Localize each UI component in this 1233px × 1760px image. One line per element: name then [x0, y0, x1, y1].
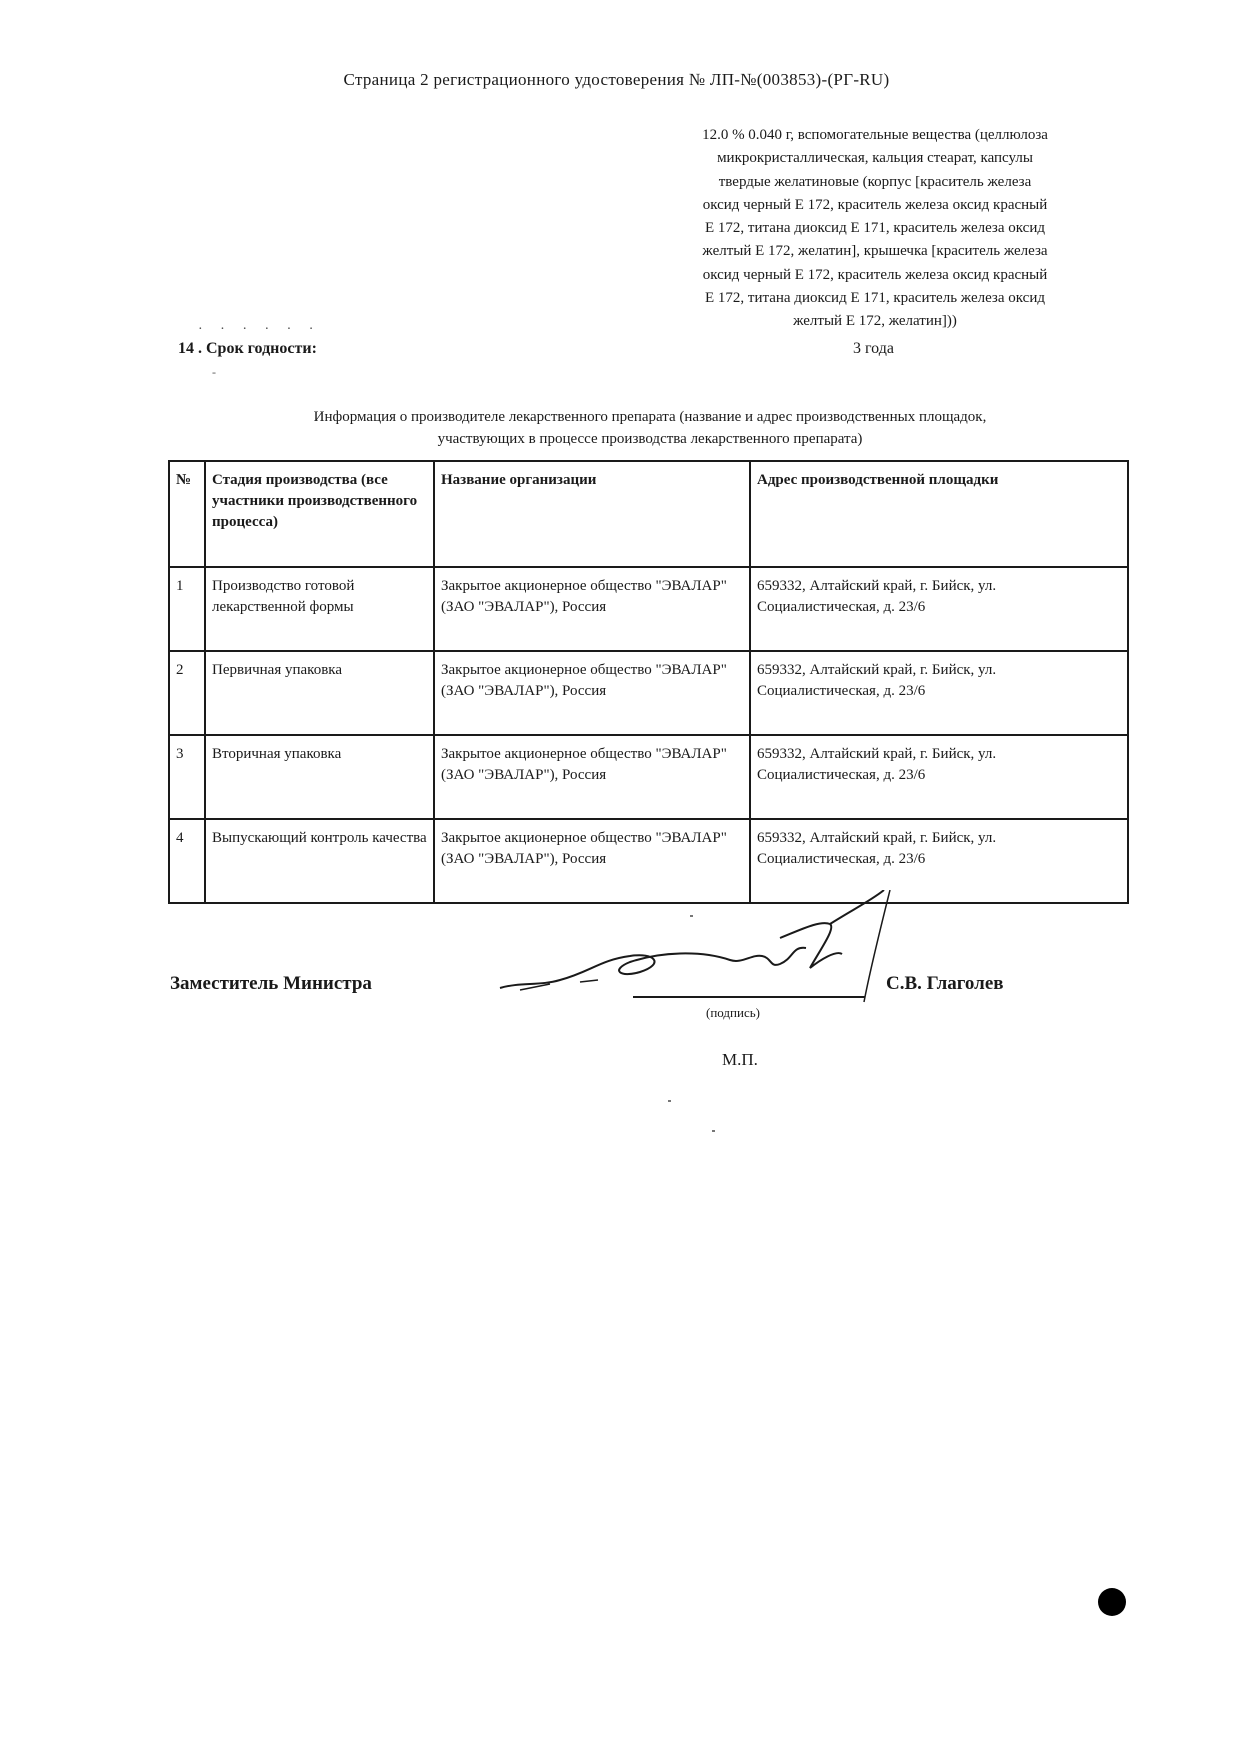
shelf-life-value: 3 года	[853, 340, 894, 357]
composition-line: желтый Е 172, желатин]))	[793, 313, 957, 330]
signature-caption: (подпись)	[706, 1005, 760, 1020]
cell-org: Закрытое акционерное общество "ЭВАЛАР" (ЗАО "ЭВАЛАР"), Россия	[434, 819, 750, 903]
cell-num: 3	[169, 735, 205, 819]
manufacturer-info-line: Информация о производителе лекарственного препарата (название и адрес производственных площадок,	[313, 409, 987, 425]
header-address: Адрес производственной площадки	[750, 461, 1128, 567]
cell-stage: Выпускающий контроль качества	[205, 819, 434, 903]
composition-continuation	[630, 124, 1120, 334]
scan-speck	[690, 915, 693, 917]
composition-line: микрокристаллическая, кальция стеарат, капсулы	[717, 150, 1033, 167]
cell-org: Закрытое акционерное общество "ЭВАЛАР" (ЗАО "ЭВАЛАР"), Россия	[434, 651, 750, 735]
cell-num: 2	[169, 651, 205, 735]
manufacturer-info-heading	[170, 406, 1130, 450]
scan-mark: -	[212, 365, 216, 379]
cell-num: 4	[169, 819, 205, 903]
cell-stage: Производство готовой лекарственной формы	[205, 567, 434, 651]
scan-dots: · · · · · ·	[198, 322, 321, 337]
cell-org: Закрытое акционерное общество "ЭВАЛАР" (ЗАО "ЭВАЛАР"), Россия	[434, 567, 750, 651]
manufacturer-info-line: участвующих в процессе производства лекарственного препарата)	[437, 431, 863, 447]
table-row	[169, 651, 1128, 735]
header-num: №	[169, 461, 205, 567]
signature-line	[633, 996, 865, 998]
table-header-row	[169, 461, 1128, 567]
page-header: Страница 2 регистрационного удостоверения № ЛП-№(003853)-(РГ-RU)	[343, 70, 890, 89]
composition-line: твердые желатиновые (корпус [краситель железа	[718, 173, 1032, 190]
cell-address: 659332, Алтайский край, г. Бийск, ул. Социалистическая, д. 23/6	[750, 651, 1128, 735]
cell-address: 659332, Алтайский край, г. Бийск, ул. Социалистическая, д. 23/6	[750, 819, 1128, 903]
cell-stage: Первичная упаковка	[205, 651, 434, 735]
cell-stage: Вторичная упаковка	[205, 735, 434, 819]
scan-speck	[668, 1100, 671, 1102]
cell-num: 1	[169, 567, 205, 651]
shelf-life-label: 14 . Срок годности:	[178, 340, 317, 357]
ink-blot	[1098, 1588, 1126, 1616]
scan-speck	[712, 1130, 715, 1132]
composition-line: желтый Е 172, желатин], крышечка [краситель железа	[702, 243, 1048, 260]
table-row	[169, 735, 1128, 819]
cell-address: 659332, Алтайский край, г. Бийск, ул. Социалистическая, д. 23/6	[750, 735, 1128, 819]
signer-name: С.В. Глаголев	[886, 973, 1004, 994]
table-row	[169, 567, 1128, 651]
signer-position: Заместитель Министра	[170, 973, 372, 994]
composition-line: Е 172, титана диоксид Е 171, краситель железа оксид	[704, 290, 1045, 307]
composition-line: оксид черный Е 172, краситель железа оксид красный	[702, 266, 1048, 283]
handwritten-signature	[480, 890, 920, 1010]
composition-line: оксид черный Е 172, краситель железа оксид красный	[702, 196, 1048, 213]
composition-line: 12.0 % 0.040 г, вспомогательные вещества (целлюлоза	[702, 127, 1048, 143]
header-org: Название организации	[434, 461, 750, 567]
manufacturer-table	[168, 460, 1129, 904]
cell-org: Закрытое акционерное общество "ЭВАЛАР" (ЗАО "ЭВАЛАР"), Россия	[434, 735, 750, 819]
stamp-mark: М.П.	[722, 1050, 758, 1069]
composition-line: Е 172, титана диоксид Е 171, краситель железа оксид	[704, 220, 1045, 237]
header-stage: Стадия производства (все участники производственного процесса)	[205, 461, 434, 567]
cell-address: 659332, Алтайский край, г. Бийск, ул. Социалистическая, д. 23/6	[750, 567, 1128, 651]
